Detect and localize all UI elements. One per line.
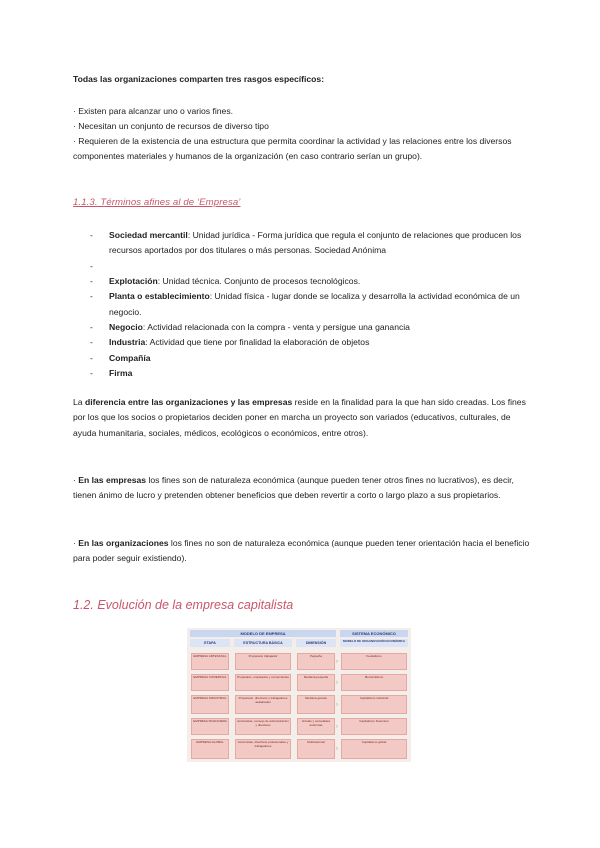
figure-col-header: DIMENSIÓN (296, 639, 336, 647)
figure-header: MODELO DE EMPRESA (190, 630, 336, 637)
text-run: · (73, 475, 79, 485)
intro-bullet: · Existen para alcanzar uno o varios fines. (73, 106, 234, 116)
figure-cell: Mediana-grande (297, 695, 335, 714)
list-item (73, 320, 533, 335)
figure-col-header: MODELO DE ORGANIZACIÓN ECONÓMICA (340, 639, 408, 647)
term-desc: : Actividad que tiene por finalidad la elaboración de objetos (145, 337, 370, 348)
figure-cell: EMPRESA COMERCIAL (191, 674, 229, 691)
arrow-icon: › (336, 680, 338, 686)
figure-cell: Accionistas, directivos profesionales y trabajadores (235, 739, 291, 759)
intro-heading: Todas las organizaciones comparten tres rasgos específicos: (73, 74, 325, 84)
figure-cell: Propietario, directivos y trabajadores asalariados (235, 695, 291, 714)
figure-cell: Multinacional (297, 739, 335, 759)
figure-cell: Accionistas, consejo de administración y directivos (235, 718, 291, 735)
text-run: La (73, 397, 85, 407)
term-label: Compañía (109, 352, 151, 363)
term-label: Planta o establecimiento (109, 291, 210, 302)
term-desc: : Unidad jurídica - Forma jurídica que regula el conjunto de relaciones que producen los recursos aportados por dos titulares o más personas. Sociedad Anónima (109, 230, 522, 256)
text-run-bold: En las empresas (78, 475, 147, 485)
figure-cell: EMPRESA FINANCIERA (191, 718, 229, 735)
paragraph-difference (73, 395, 533, 441)
figure-cell: Grande y sociedades anónimas (297, 718, 335, 735)
text-run: los fines son de naturaleza económica (aunque pueden tener otros fines no lucrativos), es decir, tienen ánimo de lucro y pretenden obtener beneficios que deben revertir a corto o largo plazo a sus propietarios. (73, 475, 514, 501)
text-run: · (73, 538, 79, 548)
list-item (73, 366, 533, 381)
arrow-icon: › (336, 659, 338, 665)
figure-cell: Feudalismo (341, 653, 407, 670)
intro-bullet: · Necesitan un conjunto de recursos de diverso tipo (73, 121, 269, 131)
figure-cell: EMPRESA INDUSTRIAL (191, 695, 229, 714)
term-label: Negocio (109, 322, 143, 333)
figure-col-header: ESTRUCTURA BÁSICA (234, 639, 292, 647)
arrow-icon: › (336, 702, 338, 708)
term-label: Sociedad mercantil (109, 230, 188, 240)
figure-header: SISTEMA ECONÓMICO (340, 630, 408, 637)
text-run: reside en la finalidad para la que han sido creadas. Los fines por los que los socios o propietarios deciden poner en marcha un proyecto son variados (educativos, culturales, de ayuda humanitaria, sociales, médicos, ecológicos o económicos, entre otros). (73, 397, 526, 438)
text-run-bold: diferencia entre las organizaciones y las empresas (84, 397, 293, 407)
list-spacer (73, 259, 533, 274)
figure-cell: Capitalismo financiero (341, 718, 407, 735)
arrow-icon: › (336, 724, 338, 730)
figure-cell: Mercantilismo (341, 674, 407, 691)
text-run: los fines no son de naturaleza económica (aunque pueden tener orientación hacia el beneficio para poder seguir existiendo). (73, 538, 530, 564)
section-title-evolucion: 1.2. Evolución de la empresa capitalista (73, 598, 294, 612)
figure-col-header: ETAPA (190, 639, 230, 647)
term-desc: : Unidad física - lugar donde se localiza y desarrolla la actividad económica de un negocio. (109, 291, 520, 317)
figure-cell: EMPRESA ARTESANAL (191, 653, 229, 670)
term-label: Firma (109, 368, 133, 379)
list-item (73, 351, 533, 366)
paragraph-organizaciones (73, 536, 533, 567)
arrow-icon: › (336, 746, 338, 752)
figure-cell: Propietario, empleados y comerciantes (235, 674, 291, 691)
figure-cell: Pequeña (297, 653, 335, 670)
term-desc: : Unidad técnica. Conjunto de procesos tecnológicos. (157, 275, 361, 286)
list-item (73, 228, 533, 259)
figure-cell: Propietario trabajador (235, 653, 291, 670)
list-item (73, 335, 533, 350)
paragraph-empresas (73, 473, 533, 504)
intro-bullet: · Requieren de la existencia de una estructura que permita coordinar la actividad y las relaciones entre los diversos componentes materiales y humanos de la organización (en caso contrario serían un grupo). (73, 136, 512, 162)
figure-cell: Capitalismo global (341, 739, 407, 759)
term-desc: : Actividad relacionada con la compra - venta y persigue una ganancia (142, 322, 410, 333)
figure-modelo-empresa (187, 628, 411, 762)
text-run-bold: En las organizaciones (78, 538, 169, 548)
figure-cell: Capitalismo industrial (341, 695, 407, 714)
term-label: Industria (109, 337, 146, 348)
term-label: Explotación (109, 275, 158, 286)
figure-cell: EMPRESA GLOBAL (191, 739, 229, 759)
list-item (73, 274, 533, 289)
terms-list (73, 228, 533, 382)
list-item (73, 289, 533, 320)
figure-cell: Mediana-pequeña (297, 674, 335, 691)
section-title-terminos: 1.1.3. Términos afines al de ‘Empresa’ (73, 197, 241, 208)
